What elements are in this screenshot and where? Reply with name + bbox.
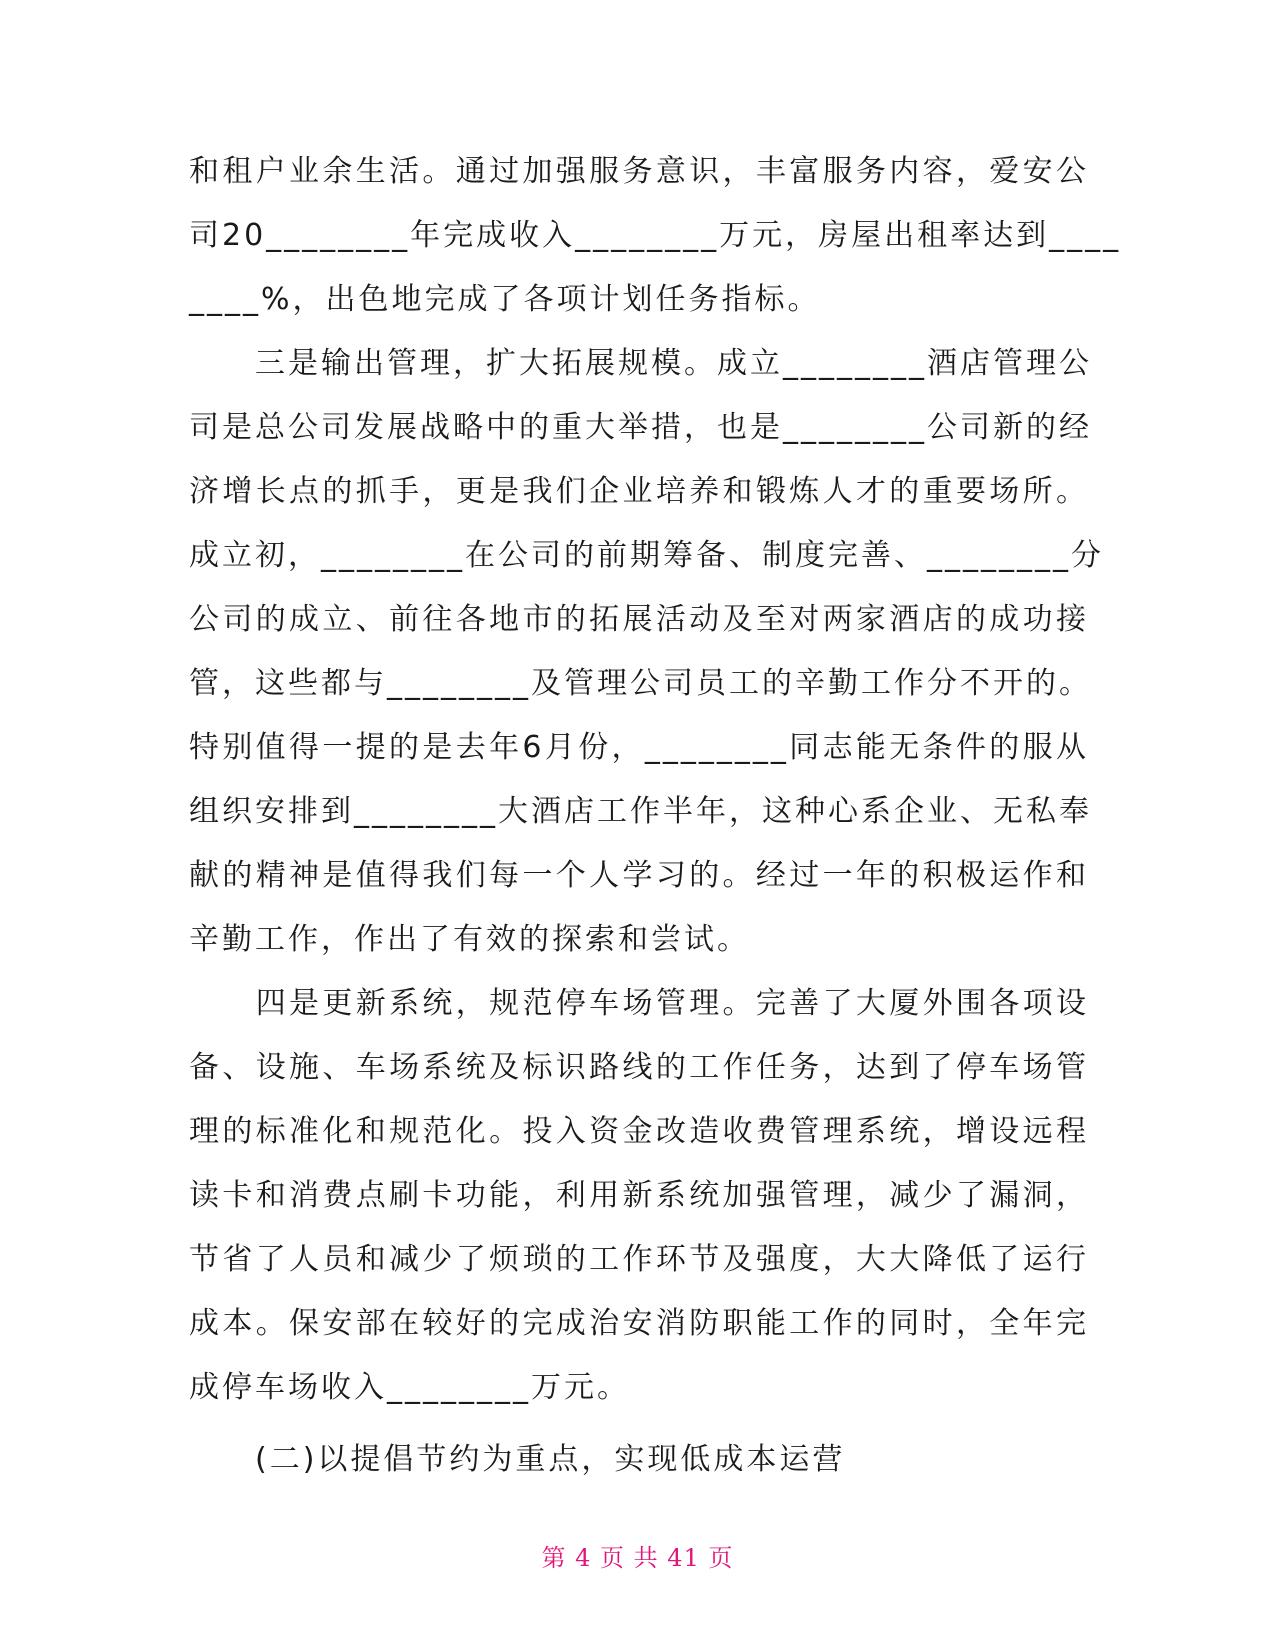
text-line: 公司的成立、前往各地市的拓展活动及至对两家酒店的成功接: [189, 602, 1089, 637]
text-line: 组织安排到________大酒店工作半年，这种心系企业、无私奉: [189, 794, 1092, 829]
text-line: 四是更新系统，规范停车场管理。完善了大厦外围各项设: [189, 986, 1089, 1021]
text-line: 成立初，________在公司的前期筹备、制度完善、________分: [189, 538, 1104, 573]
section-heading: (二)以提倡节约为重点，实现低成本运营: [189, 1442, 846, 1477]
text-line: 节省了人员和减少了烦琐的工作环节及强度，大大降低了运行: [189, 1242, 1089, 1277]
text-line: 司是总公司发展战略中的重大举措，也是________公司新的经: [189, 410, 1092, 445]
text-line: 读卡和消费点刷卡功能，利用新系统加强管理，减少了漏洞，: [189, 1178, 1089, 1213]
text-line: 司20________年完成收入________万元，房屋出租率达到____: [189, 218, 1122, 253]
text-line: 特别值得一提的是去年6月份，________同志能无条件的服从: [189, 730, 1089, 765]
text-line: 辛勤工作，作出了有效的探索和尝试。: [189, 922, 750, 957]
text-line: 备、设施、车场系统及标识路线的工作任务，达到了停车场管: [189, 1050, 1089, 1085]
text-line: 和租户业余生活。通过加强服务意识，丰富服务内容，爱安公: [189, 154, 1089, 189]
text-line: 成本。保安部在较好的完成治安消防职能工作的同时，全年完: [189, 1306, 1089, 1341]
text-line: 管，这些都与________及管理公司员工的辛勤工作分不开的。: [189, 666, 1092, 701]
page-number-footer: 第 4 页 共 41 页: [541, 1544, 734, 1572]
text-line: 三是输出管理，扩大拓展规模。成立________酒店管理公: [189, 346, 1092, 381]
text-line: 成停车场收入________万元。: [189, 1370, 630, 1405]
text-line: 理的标准化和规范化。投入资金改造收费管理系统，增设远程: [189, 1114, 1089, 1149]
body-text: [189, 140, 1122, 1492]
text-line: 济增长点的抓手，更是我们企业培养和锻炼人才的重要场所。: [189, 474, 1089, 509]
text-line: 献的精神是值得我们每一个人学习的。经过一年的积极运作和: [189, 858, 1089, 893]
text-line: ____%，出色地完成了各项计划任务指标。: [189, 282, 821, 317]
